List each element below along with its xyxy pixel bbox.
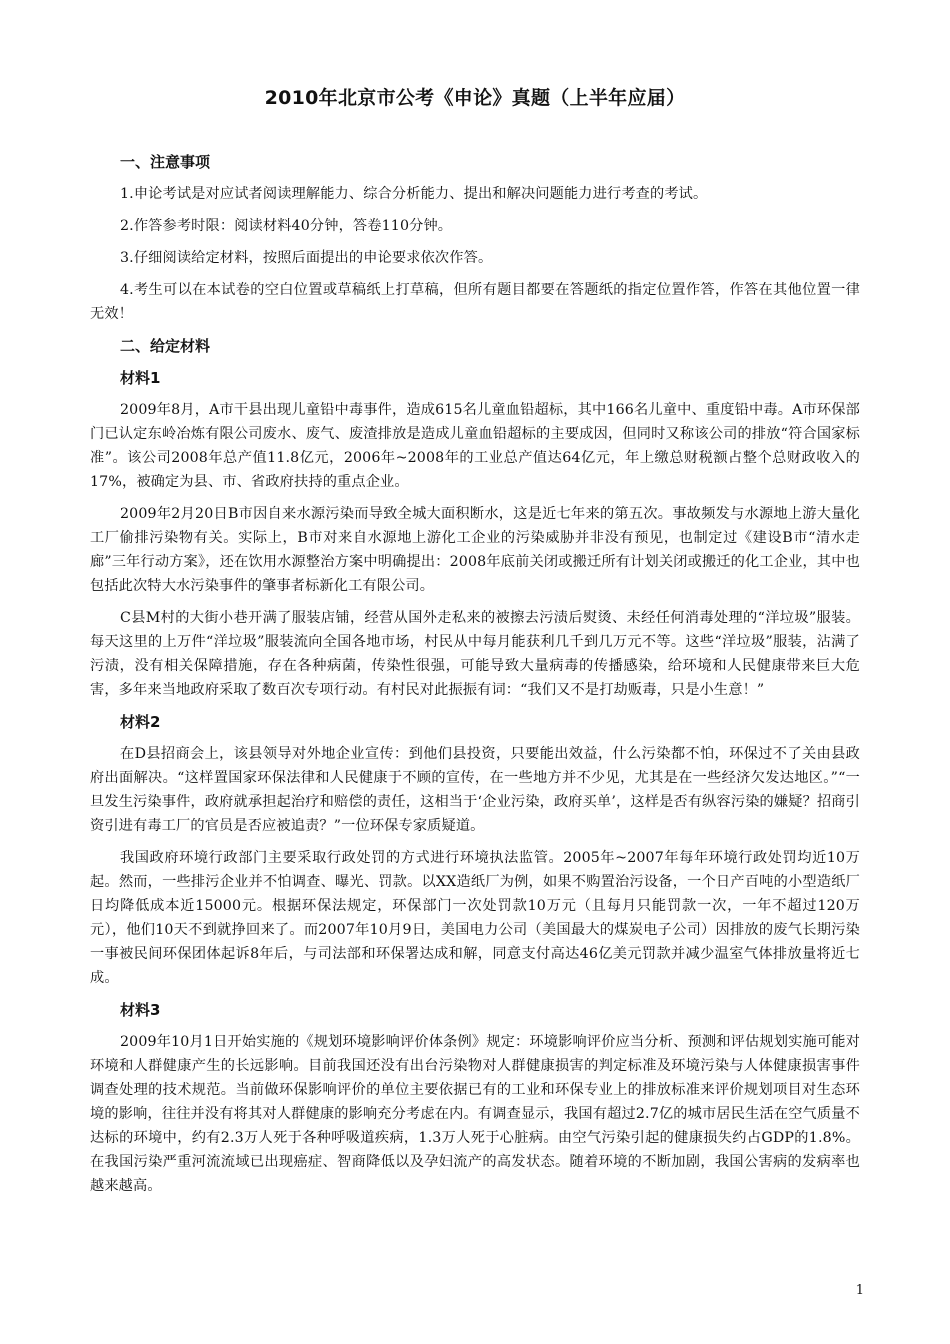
section-heading-notice: 一、注意事项 (120, 153, 211, 171)
material-2-paragraph-1: 在D县招商会上，该县领导对外地企业宣传：到他们县投资，只要能出效益，什么污染都不怕，环保过不了关由县政府出面解决。“这样置国家环保法律和人民健康于不顾的宣传，在一些地方并不少见，尤其是在一些经济欠发达地区。”“一旦发生污染事件，政府就承担起治疗和赔偿的责任，这相当于‘企业污染，政府买单’，这样是否有纵容污染的嫌疑？招商引资引进有毒工厂的官员是否应被追责？”一位环保专家质疑道。 (90, 746, 860, 834)
page-number: 1 (855, 1283, 864, 1298)
document-body (90, 150, 860, 1198)
material-3-paragraph-1: 2009年10月1日开始实施的《规划环境影响评价体条例》规定：环境影响评价应当分析、预测和评估规划实施可能对环境和人群健康产生的长远影响。目前我国还没有出台污染物对人群健康损害的判定标准及环境污染与人体健康损害事件调查处理的技术规范。当前做环保影响评价的单位主要依据已有的工业和环保专业上的排放标准来评价规划项目对生态环境的影响，往往并没有将其对人群健康的影响充分考虑在内。有调查显示，我国有超过2.7亿的城市居民生活在空气质量不达标的环境中，约有2.3万人死于各种呼吸道疾病，1.3万人死于心脏病。由空气污染引起的健康损失约占GDP的1.8%。在我国污染严重河流流域已出现癌症、智商降低以及孕妇流产的高发状态。随着环境的不断加剧，我国公害病的发病率也越来越高。 (90, 1034, 860, 1194)
document-title: 2010年北京市公考《申论》真题（上半年应届） (264, 87, 686, 109)
notice-item-4: 4.考生可以在本试卷的空白位置或草稿纸上打草稿，但所有题目都要在答题纸的指定位置作答，作答在其他位置一律无效！ (90, 282, 860, 322)
material-1-paragraph-2: 2009年2月20日B市因自来水源污染而导致全城大面积断水，这是近七年来的第五次。事故频发与水源地上游大量化工厂偷排污染物有关。实际上，B市对来自水源地上游化工企业的污染威胁并非没有预见，也制定过《建设B市“清水走廊”三年行动方案》，还在饮用水源整治方案中明确提出：2008年底前关闭或搬迁所有计划关闭或搬迁的化工企业，其中也包括此次特大水污染事件的肇事者标新化工有限公司。 (90, 506, 860, 594)
section-heading-materials: 二、给定材料 (120, 337, 211, 355)
notice-item-1: 1.申论考试是对应试者阅读理解能力、综合分析能力、提出和解决问题能力进行考查的考试。 (120, 186, 708, 202)
notice-item-3: 3.仔细阅读给定材料，按照后面提出的申论要求依次作答。 (120, 250, 493, 266)
material-2-paragraph-2: 我国政府环境行政部门主要采取行政处罚的方式进行环境执法监管。2005年~2007年每年环境行政处罚均近10万起。然而，一些排污企业并不怕调查、曝光、罚款。以XX造纸厂为例，如果不购置治污设备，一个日产百吨的小型造纸厂日均降低成本近15000元。根据环保法规定，环保部门一次处罚款10万元（且每月只能罚款一次，一年不超过120万元），他们10天不到就挣回来了。而2007年10月9日，美国电力公司（美国最大的煤炭电子公司）因排放的废气长期污染一事被民间环保团体起诉8年后，与司法部和环保署达成和解，同意支付高达46亿美元罚款并减少温室气体排放量将近七成。 (90, 850, 860, 986)
material-2-label: 材料2 (120, 713, 161, 731)
material-1-paragraph-1: 2009年8月，A市干县出现儿童铅中毒事件，造成615名儿童血铅超标，其中166名儿童中、重度铅中毒。A市环保部门已认定东岭冶炼有限公司废水、废气、废渣排放是造成儿童血铅超标的主要成因，但同时又称该公司的排放“符合国家标准”。该公司2008年总产值11.8亿元，2006年~2008年的工业总产值达64亿元，年上缴总财税额占整个总财政收入的17%，被确定为县、市、省政府扶持的重点企业。 (90, 402, 860, 490)
material-1-label: 材料1 (120, 369, 161, 387)
material-1-paragraph-3: C县M村的大街小巷开满了服装店铺，经营从国外走私来的被擦去污渍后熨烫、未经任何消毒处理的“洋垃圾”服装。每天这里的上万件“洋垃圾”服装流向全国各地市场，村民从中每月能获利几千到几万元不等。这些“洋垃圾”服装，沾满了污渍，没有相关保障措施，存在各种病菌，传染性很强，可能导致大量病毒的传播感染，给环境和人民健康带来巨大危害，多年来当地政府采取了数百次专项行动。有村民对此振振有词：“我们又不是打劫贩毒，只是小生意！” (90, 610, 860, 698)
material-3-label: 材料3 (120, 1001, 161, 1019)
notice-item-2: 2.作答参考时限：阅读材料40分钟，答卷110分钟。 (120, 218, 453, 234)
